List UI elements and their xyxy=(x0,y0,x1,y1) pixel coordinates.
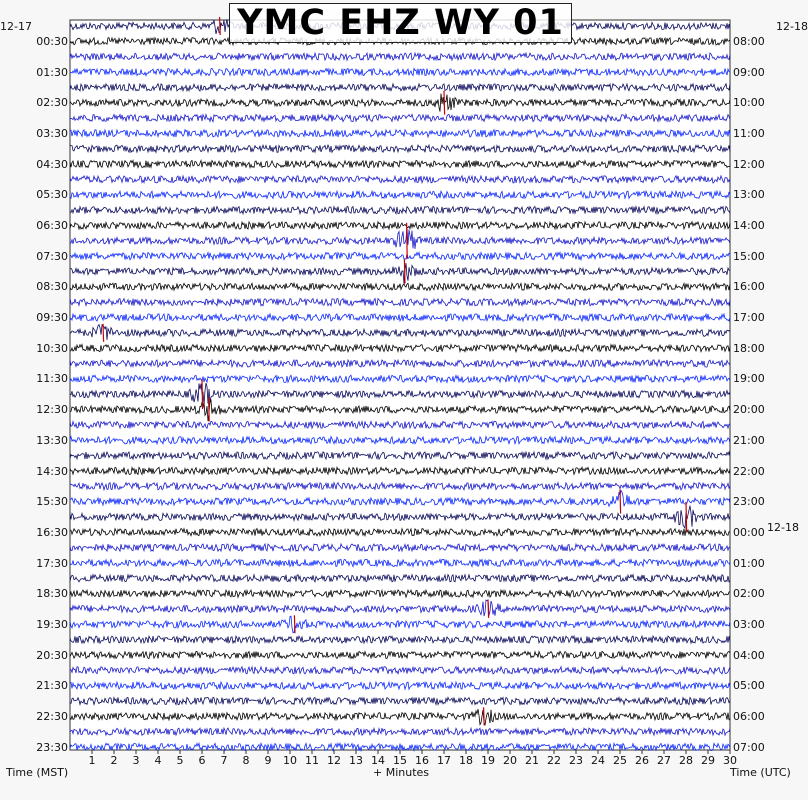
event-mark-4 xyxy=(103,324,104,342)
event-mark-10 xyxy=(294,615,295,633)
event-mark-9 xyxy=(488,600,489,618)
x-tick-label: 17 xyxy=(437,754,451,767)
x-tick-label: 28 xyxy=(679,754,693,767)
x-tick-label: 11 xyxy=(305,754,319,767)
left-time-label: 09:30 xyxy=(36,311,68,325)
x-tick-label: 14 xyxy=(371,754,385,767)
x-tick-label: 3 xyxy=(132,754,140,767)
left-time-label: 14:30 xyxy=(36,464,68,478)
left-time-label: 23:30 xyxy=(36,740,68,754)
x-tick-label: 9 xyxy=(264,754,272,767)
event-mark-11 xyxy=(484,707,485,725)
left-time-label: 10:30 xyxy=(36,341,68,355)
right-time-label: 17:00 xyxy=(733,311,765,325)
left-time-label: 16:30 xyxy=(36,525,68,539)
right-time-label: 01:00 xyxy=(733,556,765,570)
x-tick-label: 19 xyxy=(481,754,495,767)
x-tick-label: 1 xyxy=(88,754,96,767)
x-tick-label: 16 xyxy=(415,754,429,767)
left-time-label: 07:30 xyxy=(36,249,68,263)
event-mark-2 xyxy=(407,223,408,259)
right-time-label: 13:00 xyxy=(733,188,765,202)
right-time-label: 19:00 xyxy=(733,372,765,386)
right-time-label: 11:00 xyxy=(733,127,765,141)
left-time-label: 19:30 xyxy=(36,617,68,631)
x-tick-label: 10 xyxy=(283,754,297,767)
x-tick-label: 23 xyxy=(569,754,583,767)
event-mark-5 xyxy=(202,379,203,409)
x-tick-label: 30 xyxy=(723,754,737,767)
event-mark-0 xyxy=(220,17,221,35)
right-date-label: 12-18 xyxy=(776,20,808,33)
left-time-label: 03:30 xyxy=(36,127,68,141)
right-time-label: 10:00 xyxy=(733,96,765,110)
right-time-label: 08:00 xyxy=(733,35,765,48)
right-time-label: 02:00 xyxy=(733,587,765,601)
left-time-label: 12:30 xyxy=(36,403,68,417)
right-time-label: 14:00 xyxy=(733,219,765,233)
right-time-label: 23:00 xyxy=(733,495,765,509)
left-time-label: 20:30 xyxy=(36,648,68,662)
title-box xyxy=(229,3,572,43)
right-time-label: 03:00 xyxy=(733,617,765,631)
left-time-label: 18:30 xyxy=(36,587,68,601)
left-time-label: 17:30 xyxy=(36,556,68,570)
x-tick-label: 26 xyxy=(635,754,649,767)
event-mark-3 xyxy=(404,259,405,283)
right-time-label: 18:00 xyxy=(733,341,765,355)
left-time-label: 13:30 xyxy=(36,433,68,447)
left-time-label: 11:30 xyxy=(36,372,68,386)
x-axis-title: + Minutes xyxy=(373,766,430,779)
x-tick-label: 13 xyxy=(349,754,363,767)
x-tick-label: 22 xyxy=(547,754,561,767)
x-tick-label: 27 xyxy=(657,754,671,767)
event-mark-8 xyxy=(686,502,687,532)
left-time-label: 21:30 xyxy=(36,679,68,693)
left-time-label: 02:30 xyxy=(36,96,68,110)
right-time-label: 04:00 xyxy=(733,648,765,662)
right-time-label: 00:00 xyxy=(733,525,765,539)
left-time-label: 08:30 xyxy=(36,280,68,294)
right-time-label: 16:00 xyxy=(733,280,765,294)
x-tick-label: 25 xyxy=(613,754,627,767)
x-tick-label: 12 xyxy=(327,754,341,767)
x-tick-label: 4 xyxy=(154,754,162,767)
x-tick-label: 15 xyxy=(393,754,407,767)
x-tick-label: 24 xyxy=(591,754,605,767)
x-tick-label: 6 xyxy=(198,754,206,767)
event-mark-1 xyxy=(444,91,445,115)
x-tick-label: 18 xyxy=(459,754,473,767)
x-tick-label: 7 xyxy=(220,754,228,767)
event-mark-6 xyxy=(209,398,210,422)
x-tick-label: 8 xyxy=(242,754,250,767)
x-tick-label: 21 xyxy=(525,754,539,767)
right-time-label: 15:00 xyxy=(733,249,765,263)
x-tick-label: 29 xyxy=(701,754,715,767)
left-time-label: 00:30 xyxy=(36,35,68,48)
left-date-label: 12-17 xyxy=(0,20,32,33)
left-time-label: 04:30 xyxy=(36,157,68,171)
chart-title: YMC EHZ WY 01 xyxy=(237,3,564,43)
right-time-label: 12:00 xyxy=(733,157,765,171)
right-time-label: 21:00 xyxy=(733,433,765,447)
left-time-label: 06:30 xyxy=(36,219,68,233)
right-date-change-label: 12-18 xyxy=(767,521,799,534)
x-tick-label: 2 xyxy=(110,754,118,767)
left-time-label: 22:30 xyxy=(36,709,68,723)
right-time-label: 20:00 xyxy=(733,403,765,417)
event-mark-7 xyxy=(620,490,621,514)
right-time-label: 05:00 xyxy=(733,679,765,693)
left-time-label: 01:30 xyxy=(36,65,68,79)
left-axis-title: Time (MST) xyxy=(6,766,69,779)
right-time-label: 22:00 xyxy=(733,464,765,478)
x-tick-label: 20 xyxy=(503,754,517,767)
right-axis-title: Time (UTC) xyxy=(730,766,791,779)
left-time-label: 15:30 xyxy=(36,495,68,509)
left-time-label: 05:30 xyxy=(36,188,68,202)
right-time-label: 07:00 xyxy=(733,740,765,754)
right-time-label: 06:00 xyxy=(733,709,765,723)
right-time-label: 09:00 xyxy=(733,65,765,79)
x-tick-label: 5 xyxy=(176,754,184,767)
